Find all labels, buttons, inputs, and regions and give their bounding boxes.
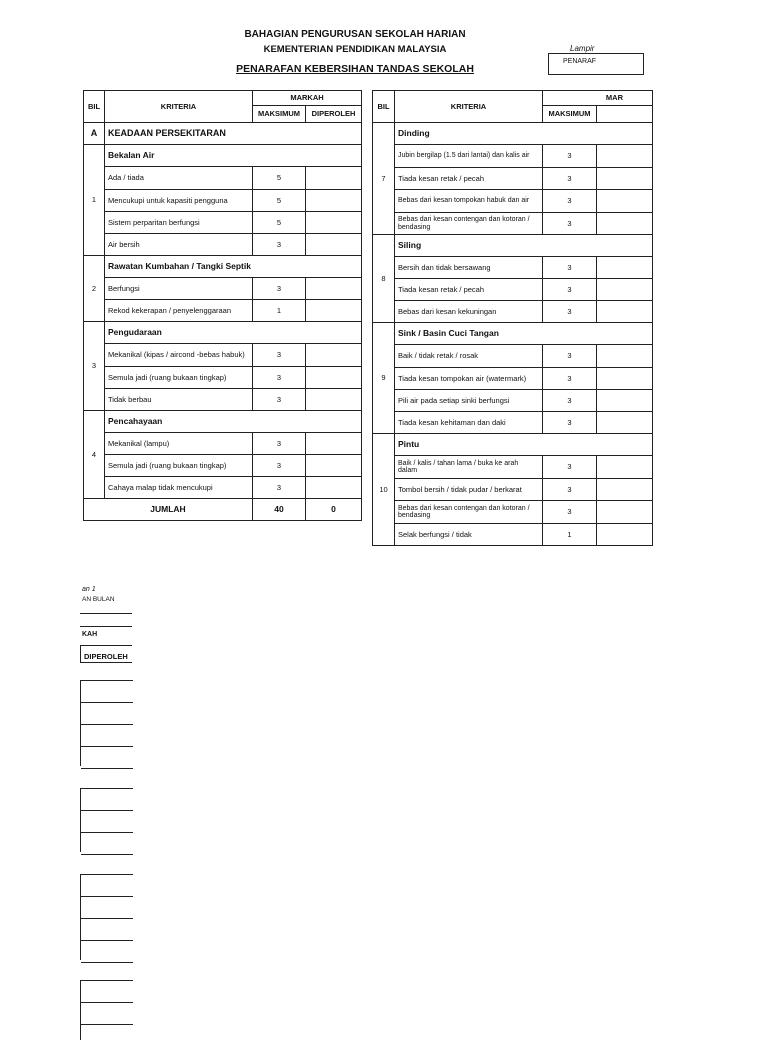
max-score: 5	[253, 190, 306, 212]
score-cell[interactable]	[306, 300, 362, 322]
penarafan-box	[548, 53, 644, 75]
criteria-text: Sistem perparitan berfungsi	[105, 212, 253, 234]
table-row	[373, 412, 653, 434]
max-score: 5	[253, 212, 306, 234]
group-title: Pintu	[395, 434, 653, 456]
max-score: 3	[543, 279, 597, 301]
section-letter: A	[84, 123, 105, 145]
left-criteria-table	[83, 90, 362, 521]
criteria-text: Selak berfungsi / tidak	[395, 524, 543, 546]
max-score: 3	[543, 190, 597, 213]
max-score: 3	[253, 477, 306, 499]
col-kriteria-header: KRITERIA	[105, 91, 253, 123]
criteria-text: Tiada kesan kehitaman dan daki	[395, 412, 543, 434]
max-score: 3	[543, 213, 597, 235]
table-row	[84, 455, 362, 477]
criteria-text: Mekanikal (kipas / aircond -bebas habuk)	[105, 344, 253, 367]
fragment-divider	[80, 645, 132, 646]
score-cell[interactable]	[597, 301, 653, 323]
fragment-markah: KAH	[82, 631, 98, 638]
score-cell[interactable]	[597, 190, 653, 213]
col-markah-header: MARKAH	[253, 91, 362, 106]
max-score: 1	[543, 524, 597, 546]
table-row	[373, 524, 653, 546]
col-maksimum-header: MAKSIMUM	[543, 106, 597, 123]
total-obtained: 0	[306, 499, 362, 521]
criteria-text: Tiada kesan retak / pecah	[395, 168, 543, 190]
group-title: Pencahayaan	[105, 411, 362, 433]
max-score: 3	[543, 456, 597, 479]
score-cell[interactable]	[597, 279, 653, 301]
group-bil: 1	[84, 145, 105, 256]
score-cell[interactable]	[597, 168, 653, 190]
max-score: 3	[543, 390, 597, 412]
criteria-text: Semula jadi (ruang bukaan tingkap)	[105, 367, 253, 389]
col-diperoleh-header	[597, 106, 653, 123]
fragment-diperoleh: DIPEROLEH	[84, 652, 128, 661]
criteria-text: Mencukupi untuk kapasiti pengguna	[105, 190, 253, 212]
criteria-text: Mekanikal (lampu)	[105, 433, 253, 455]
header-line-1: BAHAGIAN PENGURUSAN SEKOLAH HARIAN	[244, 29, 466, 40]
group-bil: 9	[373, 323, 395, 434]
right-table-viewport	[372, 90, 623, 543]
group-title: Sink / Basin Cuci Tangan	[395, 323, 653, 345]
fragment-divider	[80, 645, 81, 662]
table-row	[84, 389, 362, 411]
max-score: 3	[543, 168, 597, 190]
table-row	[84, 477, 362, 499]
table-row	[84, 367, 362, 389]
total-label: JUMLAH	[84, 499, 253, 521]
score-cell[interactable]	[597, 412, 653, 434]
table-row	[373, 257, 653, 279]
table-row	[373, 390, 653, 412]
criteria-text: Ada / tiada	[105, 167, 253, 190]
table-row	[373, 279, 653, 301]
max-score: 3	[253, 389, 306, 411]
score-cell[interactable]	[597, 524, 653, 546]
max-score: 3	[543, 345, 597, 368]
group-bil: 2	[84, 256, 105, 322]
criteria-text: Bebas dari kesan contengan dan kotoran / bendasing	[395, 213, 543, 235]
max-score: 3	[543, 479, 597, 501]
max-score: 3	[543, 301, 597, 323]
max-score: 3	[543, 145, 597, 168]
max-score: 3	[543, 257, 597, 279]
table-row	[373, 479, 653, 501]
score-cell[interactable]	[597, 368, 653, 390]
group-title: Dinding	[395, 123, 653, 145]
table-row	[373, 168, 653, 190]
group-title: Pengudaraan	[105, 322, 362, 344]
group-bil: 8	[373, 235, 395, 323]
table-row	[84, 190, 362, 212]
header-line-2: KEMENTERIAN PENDIDIKAN MALAYSIA	[263, 44, 447, 55]
score-cell[interactable]	[597, 390, 653, 412]
page-title: PENARAFAN KEBERSIHAN TANDAS SEKOLAH	[236, 63, 474, 75]
criteria-text: Tombol bersih / tidak pudar / berkarat	[395, 479, 543, 501]
score-cell[interactable]	[306, 190, 362, 212]
criteria-text: Bebas dari kesan kekuningan	[395, 301, 543, 323]
max-score: 3	[253, 344, 306, 367]
page-fragment	[78, 578, 132, 1024]
fragment-penaraf: AN BULAN	[82, 596, 115, 603]
total-row	[84, 499, 362, 521]
table-row	[84, 344, 362, 367]
criteria-text: Pili air pada setiap sinki berfungsi	[395, 390, 543, 412]
max-score: 3	[253, 367, 306, 389]
score-cell[interactable]	[306, 344, 362, 367]
score-cell[interactable]	[306, 367, 362, 389]
score-cell[interactable]	[306, 433, 362, 455]
max-score: 3	[543, 368, 597, 390]
max-score: 3	[253, 455, 306, 477]
score-cell[interactable]	[306, 234, 362, 256]
table-row	[373, 456, 653, 479]
table-row	[84, 433, 362, 455]
criteria-text: Air bersih	[105, 234, 253, 256]
col-kriteria-header: KRITERIA	[395, 91, 543, 123]
table-row	[373, 213, 653, 235]
score-cell[interactable]	[306, 455, 362, 477]
score-cell[interactable]	[597, 501, 653, 524]
criteria-text: Rekod kekerapan / penyelenggaraan	[105, 300, 253, 322]
col-bil-header: BIL	[84, 91, 105, 123]
max-score: 3	[543, 501, 597, 524]
group-title: Bekalan Air	[105, 145, 362, 167]
table-row	[373, 145, 653, 168]
col-diperoleh-header: DIPEROLEH	[306, 106, 362, 123]
lampiran-label: Lampir	[570, 44, 595, 53]
penarafan-box-label: PENARAF	[563, 58, 597, 65]
score-cell[interactable]	[597, 257, 653, 279]
col-maksimum-header: MAKSIMUM	[253, 106, 306, 123]
score-cell[interactable]	[306, 167, 362, 190]
score-cell[interactable]	[597, 479, 653, 501]
criteria-text: Tiada kesan retak / pecah	[395, 279, 543, 301]
table-row	[84, 167, 362, 190]
max-score: 1	[253, 300, 306, 322]
table-row	[84, 212, 362, 234]
score-cell[interactable]	[306, 212, 362, 234]
criteria-text: Jubin bergilap (1.5 dari lantai) dan kalis air	[395, 145, 543, 168]
group-title: Siling	[395, 235, 653, 257]
score-cell[interactable]	[597, 345, 653, 368]
group-title: Rawatan Kumbahan / Tangki Septik	[105, 256, 362, 278]
criteria-text: Semula jadi (ruang bukaan tingkap)	[105, 455, 253, 477]
group-bil: 7	[373, 123, 395, 235]
max-score: 3	[253, 234, 306, 256]
fragment-cell-block	[80, 680, 133, 766]
max-score: 3	[253, 278, 306, 300]
group-bil: 4	[84, 411, 105, 499]
criteria-text: Baik / tidak retak / rosak	[395, 345, 543, 368]
table-row	[373, 501, 653, 524]
right-criteria-table	[372, 90, 653, 546]
score-cell[interactable]	[597, 145, 653, 168]
criteria-text: Bebas dari kesan tompokan habuk dan air	[395, 190, 543, 213]
table-row	[373, 345, 653, 368]
criteria-text: Tidak berbau	[105, 389, 253, 411]
table-row	[84, 234, 362, 256]
score-cell[interactable]	[306, 477, 362, 499]
score-cell[interactable]	[306, 389, 362, 411]
group-bil: 3	[84, 322, 105, 411]
criteria-text: Bebas dari kesan contengan dan kotoran / bendasing	[395, 501, 543, 524]
criteria-text: Tiada kesan tompokan air (watermark)	[395, 368, 543, 390]
col-bil-header: BIL	[373, 91, 395, 123]
table-row	[84, 278, 362, 300]
fragment-divider	[80, 613, 132, 614]
table-row	[84, 300, 362, 322]
fragment-divider	[80, 662, 132, 663]
total-max: 40	[253, 499, 306, 521]
fragment-cell-block	[80, 788, 133, 852]
fragment-lampiran: an 1	[82, 586, 96, 593]
fragment-divider	[80, 626, 132, 627]
col-markah-header: MAR	[543, 91, 653, 106]
criteria-text: Cahaya malap tidak mencukupi	[105, 477, 253, 499]
fragment-cell-block	[80, 980, 133, 1040]
table-row	[373, 301, 653, 323]
max-score: 3	[253, 433, 306, 455]
score-cell[interactable]	[597, 213, 653, 235]
criteria-text: Baik / kalis / tahan lama / buka ke arah dalam	[395, 456, 543, 479]
fragment-cell-block	[80, 874, 133, 960]
max-score: 3	[543, 412, 597, 434]
criteria-text: Bersih dan tidak bersawang	[395, 257, 543, 279]
group-bil: 10	[373, 434, 395, 546]
score-cell[interactable]	[597, 456, 653, 479]
table-row	[373, 190, 653, 213]
criteria-text: Berfungsi	[105, 278, 253, 300]
section-title: KEADAAN PERSEKITARAN	[105, 123, 362, 145]
score-cell[interactable]	[306, 278, 362, 300]
table-row	[373, 368, 653, 390]
max-score: 5	[253, 167, 306, 190]
